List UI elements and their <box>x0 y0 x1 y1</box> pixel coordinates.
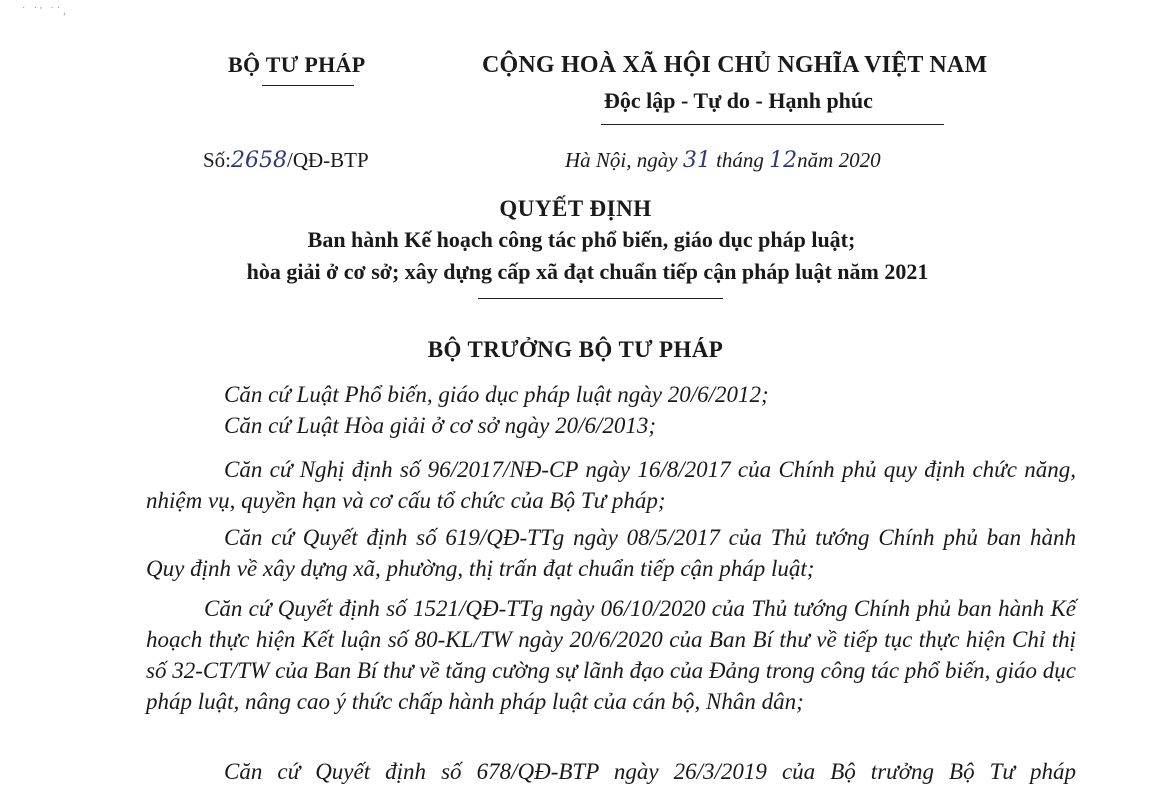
decision-heading: QUYẾT ĐỊNH <box>499 196 652 221</box>
legal-basis-item: Căn cứ Nghị định số 96/2017/NĐ-CP ngày 16/8/2017 của Chính phủ quy định chức năng, nhiệm vụ, quyền hạn và cơ cấu tổ chức của Bộ Tư pháp; <box>146 457 1076 513</box>
doc-number-suffix: /QĐ-BTP <box>287 148 369 172</box>
legal-basis-item: Căn cứ Quyết định số 678/QĐ-BTP ngày 26/3/2019 của Bộ trưởng Bộ Tư pháp <box>224 759 1076 784</box>
place-prefix: Hà Nội, ngày <box>565 148 678 172</box>
legal-basis-item: Căn cứ Quyết định số 1521/QĐ-TTg ngày 06/10/2020 của Thủ tướng Chính phủ ban hành Kế hoạch thực hiện Kết luận số 80-KL/TW ngày 20/6/2020 của Ban Bí thư về tiếp tục thực hiện Chỉ thị số 32-CT/TW của Ban Bí thư về tăng cường sự lãnh đạo của Đảng trong công tác phổ biến, giáo dục pháp luật, nâng cao ý thức chấp hành pháp luật của cán bộ, Nhân dân; <box>146 596 1076 714</box>
doc-number-handwritten: 2658 <box>231 148 288 173</box>
document-number <box>203 148 369 173</box>
date-day-handwritten: 31 <box>682 148 711 173</box>
motto-underline <box>601 124 944 125</box>
ministry-underline <box>262 85 354 86</box>
subject-underline <box>478 298 723 299</box>
ministry-name: BỘ TƯ PHÁP <box>228 52 366 77</box>
legal-basis-item: Căn cứ Quyết định số 619/QĐ-TTg ngày 08/5/2017 của Thủ tướng Chính phủ ban hành Quy định về xây dựng xã, phường, thị trấn đạt chuẩn tiếp cận pháp luật; <box>146 525 1076 581</box>
decision-subject-line-1: Ban hành Kế hoạch công tác phổ biến, giáo dục pháp luật; <box>307 227 856 252</box>
national-title: CỘNG HOÀ XÃ HỘI CHỦ NGHĨA VIỆT NAM <box>482 52 988 78</box>
doc-number-prefix: Số: <box>203 148 232 172</box>
legal-basis-item: Căn cứ Luật Phổ biến, giáo dục pháp luật ngày 20/6/2012; <box>224 382 769 407</box>
date-month-handwritten: 12 <box>769 148 798 173</box>
month-label: tháng <box>716 148 764 172</box>
year-label: năm 2020 <box>797 148 881 172</box>
place-and-date <box>565 148 881 173</box>
legal-basis-item: Căn cứ Luật Hòa giải ở cơ sở ngày 20/6/2013; <box>224 413 657 438</box>
decision-subject-line-2: hòa giải ở cơ sở; xây dựng cấp xã đạt chuẩn tiếp cận pháp luật năm 2021 <box>246 259 929 284</box>
issuing-authority: BỘ TRƯỞNG BỘ TƯ PHÁP <box>427 337 724 362</box>
scan-noise: ˙ ˙' ˙˙, <box>22 6 69 17</box>
national-motto: Độc lập - Tự do - Hạnh phúc <box>604 88 873 113</box>
